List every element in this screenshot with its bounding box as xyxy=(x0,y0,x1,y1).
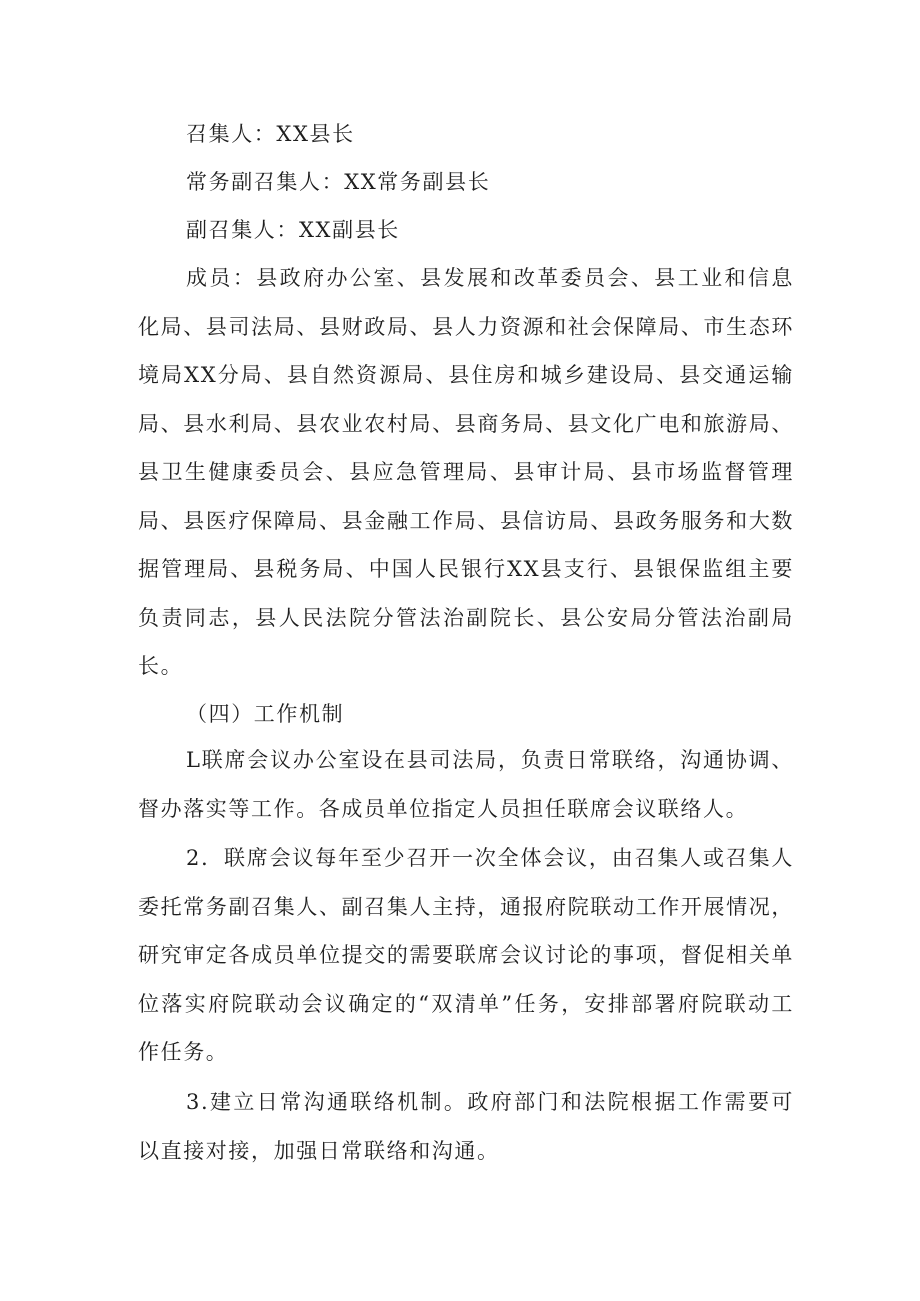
work-mechanism-item-1: L联席会议办公室设在县司法局，负责日常联络，沟通协调、督办落实等工作。各成员单位指定人员担任联席会议联络人。 xyxy=(138,748,794,821)
work-mechanism-item-3: 3.建立日常沟通联络机制。政府部门和法院根据工作需要可以直接对接，加强日常联络和沟通。 xyxy=(138,1090,794,1163)
convener-line: 召集人：XX县长 xyxy=(186,122,355,146)
executive-deputy-convener-line: 常务副召集人：XX常务副县长 xyxy=(186,170,491,194)
deputy-convener-line: 副召集人：XX副县长 xyxy=(186,218,400,242)
work-mechanism-item-2: 2．联席会议每年至少召开一次全体会议，由召集人或召集人委托常务副召集人、副召集人主持，通报府院联动工作开展情况，研究审定各成员单位提交的需要联席会议讨论的事项，督促相关单位落实府院联动会议确定的“双清单”任务，安排部署府院联动工作任务。 xyxy=(138,846,794,1064)
section-heading: （四）工作机制 xyxy=(186,702,345,726)
members-paragraph: 成员：县政府办公室、县发展和改革委员会、县工业和信息化局、县司法局、县财政局、县人力资源和社会保障局、市生态环境局XX分局、县自然资源局、县住房和城乡建设局、县交通运输局、县水利局、县农业农村局、县商务局、县文化广电和旅游局、县卫生健康委员会、县应急管理局、县审计局、县市场监督管理局、县医疗保障局、县金融工作局、县信访局、县政务服务和大数据管理局、县税务局、中国人民银行XX县支行、县银保监组主要负责同志，县人民法院分管法治副院长、县公安局分管法治副局长。 xyxy=(138,266,794,678)
